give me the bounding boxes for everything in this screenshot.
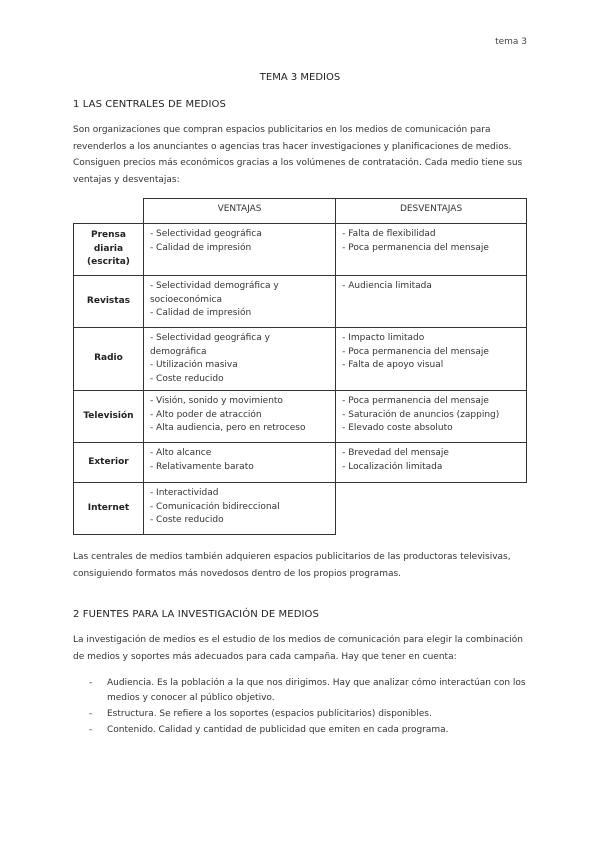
page-label: tema 3 <box>495 37 527 47</box>
table-row <box>74 483 527 535</box>
list-item-line: Audiencia. Es la población a la que nos dirigimos. Hay que analizar cómo interactúan con los <box>107 678 526 688</box>
text-line: revenderlos a los anunciantes o agencias tras hacer investigaciones y planificaciones de medios. <box>73 141 512 152</box>
media-name: Revistas <box>74 276 144 328</box>
text-line: La investigación de medios es el estudio de los medios de comunicación para elegir la combinación <box>73 635 523 645</box>
dash-bullet-icon: - <box>89 709 93 719</box>
cell-line: - Alta audiencia, pero en retroceso <box>149 423 306 433</box>
media-name: Exterior <box>74 443 144 483</box>
list-item <box>73 723 533 738</box>
media-name: Prensa diaria (escrita) <box>74 224 144 276</box>
text-line: Las centrales de medios también adquieren espacios publicitarios de las productoras televisivas, <box>73 552 511 562</box>
table-row <box>74 443 527 483</box>
cell-line: - Audiencia limitada <box>342 281 432 291</box>
table-row <box>74 328 527 391</box>
dash-bullet-icon: - <box>89 725 93 735</box>
section-1-closing <box>73 549 533 582</box>
desventajas-cell <box>336 391 527 443</box>
cell-line: - Selectividad geográfica <box>149 229 262 239</box>
text-line: de medios y soportes más adecuados para cada campaña. Hay que tener en cuenta: <box>73 651 457 662</box>
media-name: Televisión <box>74 391 144 443</box>
cell-line: - Utilización masiva <box>149 360 238 370</box>
cell-line: - Comunicación bidireccional <box>149 501 280 512</box>
list-item <box>73 707 533 722</box>
list-item-line: Contenido. Calidad y cantidad de publicidad que emiten en cada programa. <box>107 725 449 735</box>
cell-line: socioeconómica <box>149 294 223 305</box>
cell-line: - Selectividad geográfica y demográfica <box>149 333 270 357</box>
section-2-intro <box>73 632 533 665</box>
text-line: ventajas y desventajas: <box>73 174 180 185</box>
cell-line: - Impacto limitado <box>342 333 425 343</box>
ventajas-cell <box>143 328 335 391</box>
cell-line: - Calidad de impresión <box>149 242 252 253</box>
table-corner <box>74 199 144 224</box>
desventajas-cell <box>336 483 527 535</box>
cell-line: - Selectividad demográfica y <box>149 281 279 291</box>
text-line: Consiguen precios más económicos gracias a los volúmenes de contratación. Cada medio tiene sus <box>73 158 523 168</box>
cell-line: - Relativamente barato <box>149 461 254 472</box>
ventajas-cell <box>143 391 335 443</box>
media-comparison-table <box>73 198 527 535</box>
header-ventajas: VENTAJAS <box>143 199 335 224</box>
table-row <box>74 391 527 443</box>
considerations-list <box>73 676 533 739</box>
list-item <box>73 676 533 706</box>
cell-line: - Poca permanencia del mensaje <box>342 396 489 406</box>
cell-line: - Calidad de impresión <box>149 308 252 318</box>
section-2-heading: 2 FUENTES PARA LA INVESTIGACIÓN DE MEDIOS <box>73 609 319 620</box>
cell-line: - Localización limitada <box>342 461 443 472</box>
cell-line: - Visión, sonido y movimiento <box>149 396 283 406</box>
cell-line: - Coste reducido <box>149 515 224 525</box>
desventajas-cell <box>336 443 527 483</box>
text-line: Son organizaciones que compran espacios publicitarios en los medios de comunicación para <box>73 125 491 135</box>
ventajas-cell <box>143 443 335 483</box>
desventajas-cell <box>336 328 527 391</box>
table-row <box>74 224 527 276</box>
cell-line: - Falta de apoyo visual <box>342 360 444 370</box>
cell-line: - Alto alcance <box>149 448 212 458</box>
section-1-intro <box>73 122 533 188</box>
cell-line: - Alto poder de atracción <box>149 409 262 420</box>
cell-line: - Coste reducido <box>149 373 224 384</box>
cell-line: - Elevado coste absoluto <box>342 423 453 433</box>
desventajas-cell <box>336 276 527 328</box>
media-name: Radio <box>74 328 144 391</box>
cell-line: - Interactividad <box>149 488 219 498</box>
desventajas-cell <box>336 224 527 276</box>
ventajas-cell <box>143 276 335 328</box>
page-title: TEMA 3 MEDIOS <box>259 72 341 83</box>
section-1-heading: 1 LAS CENTRALES DE MEDIOS <box>73 99 226 110</box>
cell-line: - Poca permanencia del mensaje <box>342 346 489 357</box>
dash-bullet-icon: - <box>89 678 93 688</box>
cell-line: - Falta de flexibilidad <box>342 229 436 239</box>
list-item-line: Estructura. Se refiere a los soportes (espacios publicitarios) disponibles. <box>107 709 432 719</box>
text-line: consiguiendo formatos más novedosos dentro de los propios programas. <box>73 568 402 579</box>
table-row <box>74 276 527 328</box>
media-name: Internet <box>74 483 144 535</box>
header-desventajas: DESVENTAJAS <box>336 199 527 224</box>
ventajas-cell <box>143 483 335 535</box>
cell-line: - Saturación de anuncios (zapping) <box>342 409 500 420</box>
list-item-line: medios y conocer al público objetivo. <box>107 693 275 703</box>
cell-line: - Poca permanencia del mensaje <box>342 242 489 253</box>
cell-line: - Brevedad del mensaje <box>342 448 449 458</box>
ventajas-cell <box>143 224 335 276</box>
table-header-row <box>74 199 527 224</box>
